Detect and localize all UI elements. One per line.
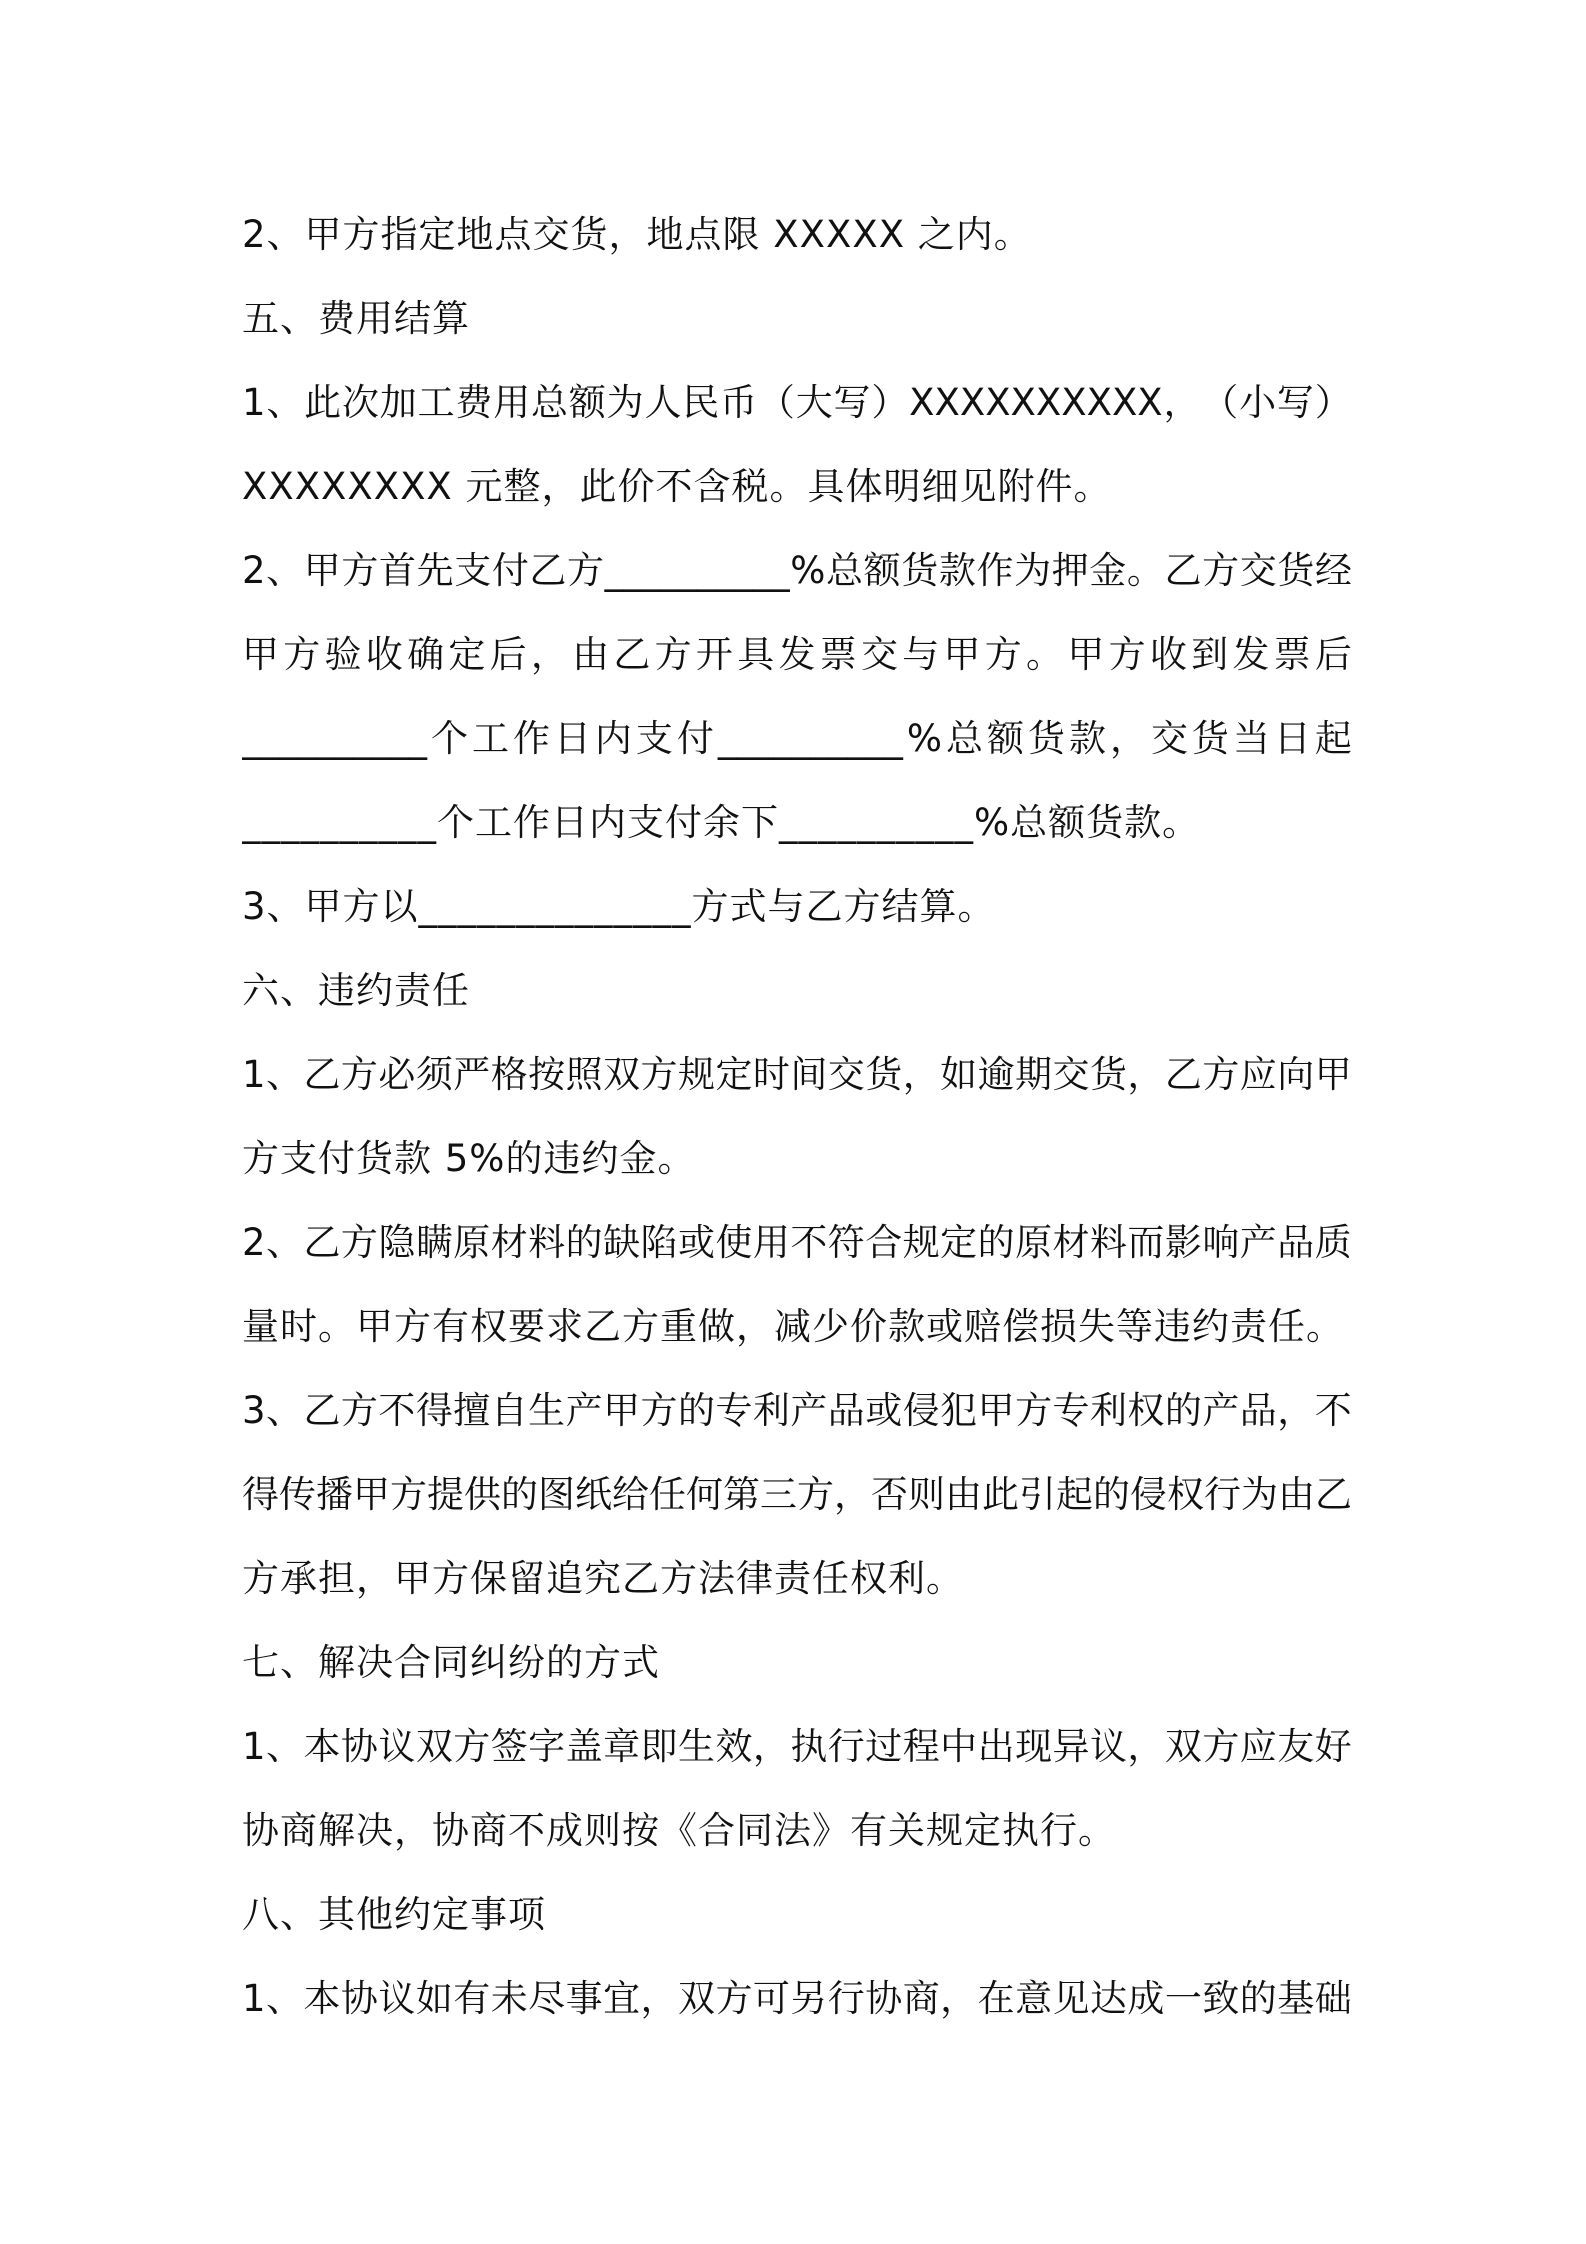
clause-5-item-1-line-1: 1 、 此 次 加 工 费 用 总 额 为 人 民 币 （ 大 写 ） XXXXXXXXXX ， （ 小 写 ）	[242, 381, 1352, 424]
clause-8-item-1-line-1: 1 、 本 协 议 如 有 未 尽 事 宜 ， 双 方 可 另 行 协 商 ， 在 意 见 达 成 一 致 的 基 础	[242, 1977, 1352, 2020]
section-8-heading: 八、其他约定事项	[242, 1893, 546, 1936]
section-7-heading: 七、解决合同纠纷的方式	[242, 1641, 660, 1684]
clause-6-item-2-line-1: 2 、 乙 方 隐 瞒 原 材 料 的 缺 陷 或 使 用 不 符 合 规 定 的 原 材 料 而 影 响 产 品 质	[242, 1221, 1352, 1264]
clause-6-item-3-line-1: 3 、 乙 方 不 得 擅 自 生 产 甲 方 的 专 利 产 品 或 侵 犯 甲 方 专 利 权 的 产 品 ， 不	[242, 1389, 1352, 1432]
section-6-heading: 六、违约责任	[242, 969, 470, 1012]
clause-5-item-3: 3、甲方以______________方式与乙方结算。	[242, 885, 996, 928]
clause-5-item-2-line-3: __________ 个 工 作 日 内 支 付 __________ % 总 额 货 款 ， 交 货 当 日 起	[242, 717, 1352, 760]
clause-6-item-1-line-2: 方支付货款 5%的违约金。	[242, 1137, 696, 1180]
clause-5-item-2-line-2: 甲 方 验 收 确 定 后 ， 由 乙 方 开 具 发 票 交 与 甲 方 。 甲 方 收 到 发 票 后	[242, 633, 1352, 676]
clause-5-item-1-line-2: XXXXXXXX 元整，此价不含税。具体明细见附件。	[242, 465, 1112, 508]
clause-4-item-2: 2、甲方指定地点交货，地点限 XXXXX 之内。	[242, 213, 1032, 256]
section-5-heading: 五、费用结算	[242, 297, 470, 340]
clause-6-item-3-line-3: 方承担，甲方保留追究乙方法律责任权利。	[242, 1557, 964, 1600]
clause-6-item-3-line-2: 得 传 播 甲 方 提 供 的 图 纸 给 任 何 第 三 方 ， 否 则 由 此 引 起 的 侵 权 行 为 由 乙	[242, 1473, 1352, 1516]
contract-text	[242, 193, 1352, 2041]
clause-6-item-1-line-1: 1 、 乙 方 必 须 严 格 按 照 双 方 规 定 时 间 交 货 ， 如 逾 期 交 货 ， 乙 方 应 向 甲	[242, 1053, 1352, 1096]
clause-5-item-2-line-1: 2 、 甲 方 首 先 支 付 乙 方 __________ % 总 额 货 款 作 为 押 金 。 乙 方 交 货 经	[242, 549, 1352, 592]
clause-7-item-1-line-2: 协商解决，协商不成则按《合同法》有关规定执行。	[242, 1809, 1116, 1852]
clause-5-item-2-line-4: __________个工作日内支付余下__________%总额货款。	[242, 801, 1201, 844]
clause-6-item-2-line-2: 量时。甲方有权要求乙方重做，减少价款或赔偿损失等违约责任。	[242, 1305, 1344, 1348]
clause-7-item-1-line-1: 1 、 本 协 议 双 方 签 字 盖 章 即 生 效 ， 执 行 过 程 中 出 现 异 议 ， 双 方 应 友 好	[242, 1725, 1352, 1768]
